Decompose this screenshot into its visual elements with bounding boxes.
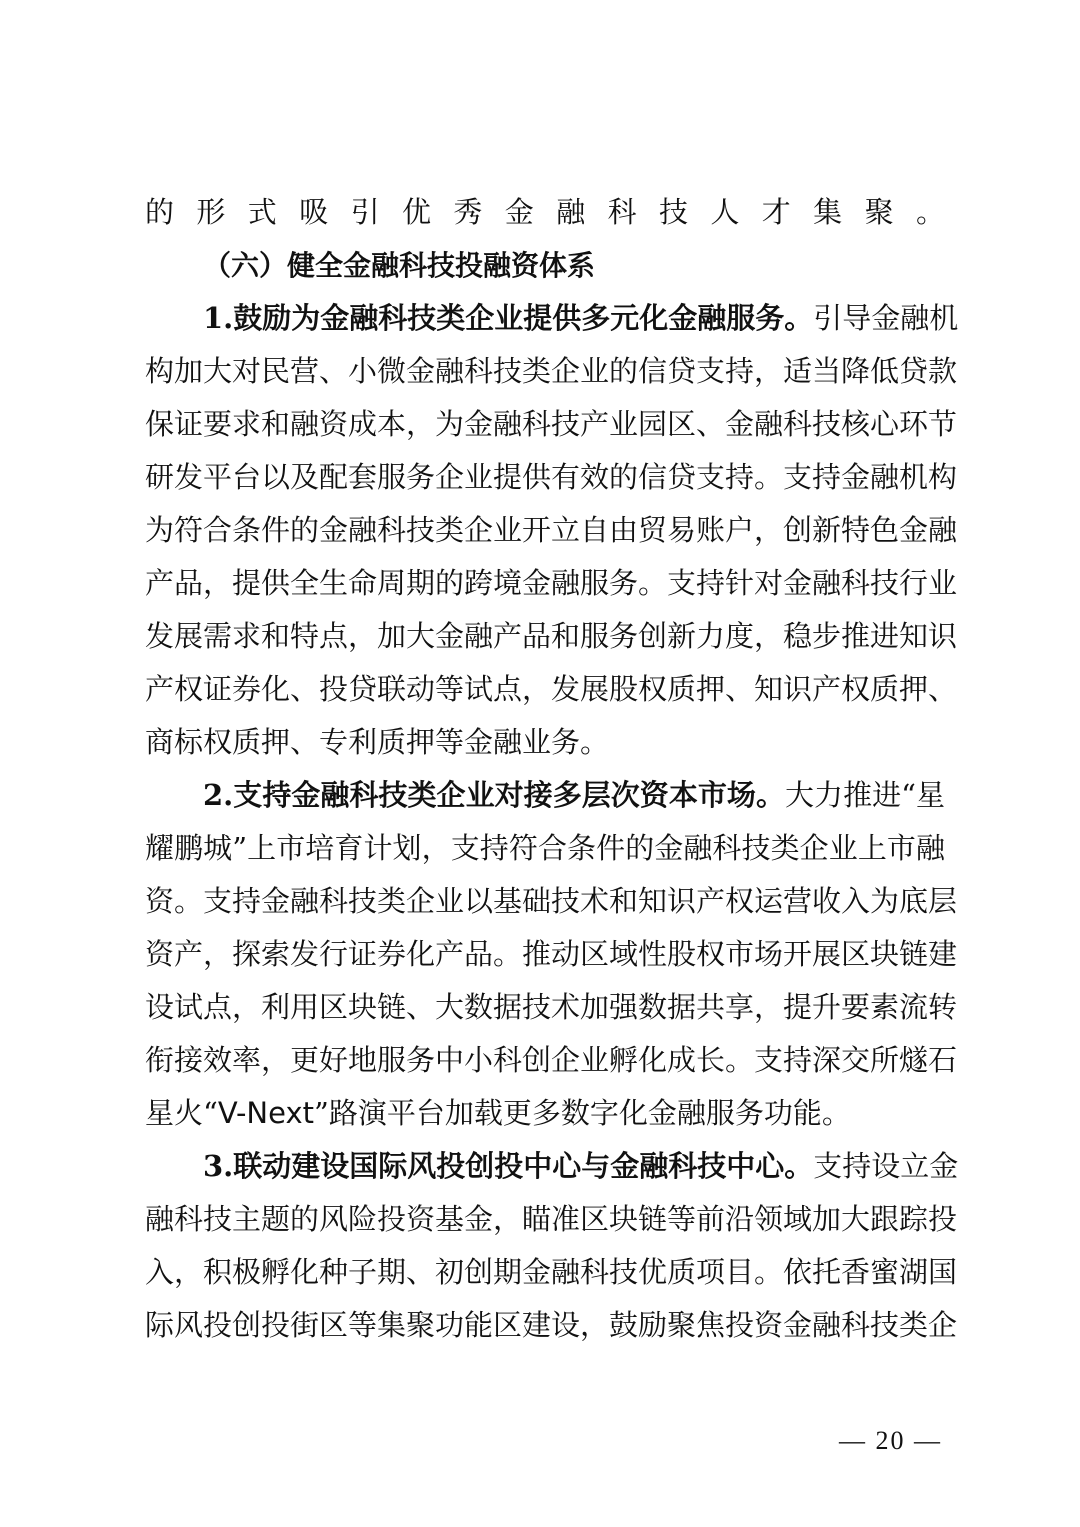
paragraph-line: 资产，探索发行证券化产品。推动区域性股权市场开展区块链建 — [145, 937, 958, 971]
paragraph-line: 入，积极孵化种子期、初创期金融科技优质项目。依托香蜜湖国 — [145, 1255, 958, 1289]
paragraph-line: 耀鹏城”上市培育计划，支持符合条件的金融科技类企业上市融 — [145, 831, 945, 865]
paragraph-line: 产品，提供全生命周期的跨境金融服务。支持针对金融科技行业 — [145, 566, 958, 600]
paragraph-line: 2.支持金融科技类企业对接多层次资本市场。大力推进“星 — [203, 778, 946, 812]
item-title: 2.支持金融科技类企业对接多层次资本市场。 — [203, 778, 785, 812]
paragraph-line: 星火“V-Next”路演平台加载更多数字化金融服务功能。 — [145, 1096, 851, 1130]
item-title: 1.鼓励为金融科技类企业提供多元化金融服务。 — [203, 301, 814, 335]
item-title: 3.联动建设国际风投创投中心与金融科技中心。 — [203, 1149, 814, 1183]
paragraph-line: 构加大对民营、小微金融科技类企业的信贷支持，适当降低贷款 — [145, 354, 958, 388]
paragraph-line: 融科技主题的风险投资基金，瞄准区块链等前沿领域加大跟踪投 — [145, 1202, 958, 1236]
paragraph-line: 产权证券化、投贷联动等试点，发展股权质押、知识产权质押、 — [145, 672, 958, 706]
section-heading: （六）健全金融科技投融资体系 — [203, 249, 596, 282]
paragraph-line: 商标权质押、专利质押等金融业务。 — [145, 725, 610, 759]
brand-name: V-Next — [217, 1096, 314, 1130]
paragraph-line: 发展需求和特点，加大金融产品和服务创新力度，稳步推进知识 — [145, 619, 958, 653]
paragraph-line: 3.联动建设国际风投创投中心与金融科技中心。支持设立金 — [203, 1149, 959, 1183]
paragraph-line: 的形式吸引优秀金融科技人才集聚。 — [145, 195, 945, 229]
paragraph-line: 为符合条件的金融科技类企业开立自由贸易账户，创新特色金融 — [145, 513, 958, 547]
paragraph-line: 资。支持金融科技类企业以基础技术和知识产权运营收入为底层 — [145, 884, 958, 918]
document-body — [145, 186, 959, 1352]
paragraph-line: 研发平台以及配套服务企业提供有效的信贷支持。支持金融机构 — [145, 460, 958, 494]
paragraph-line: 1.鼓励为金融科技类企业提供多元化金融服务。引导金融机 — [203, 301, 959, 335]
paragraph-line: 际风投创投街区等集聚功能区建设，鼓励聚焦投资金融科技类企 — [145, 1308, 958, 1342]
paragraph-line: 衔接效率，更好地服务中小科创企业孵化成长。支持深交所燧石 — [145, 1043, 958, 1077]
paragraph-line: 设试点，利用区块链、大数据技术加强数据共享，提升要素流转 — [145, 990, 958, 1024]
paragraph-line: 保证要求和融资成本，为金融科技产业园区、金融科技核心环节 — [145, 407, 958, 441]
page-number: — 20 — — [839, 1426, 942, 1455]
